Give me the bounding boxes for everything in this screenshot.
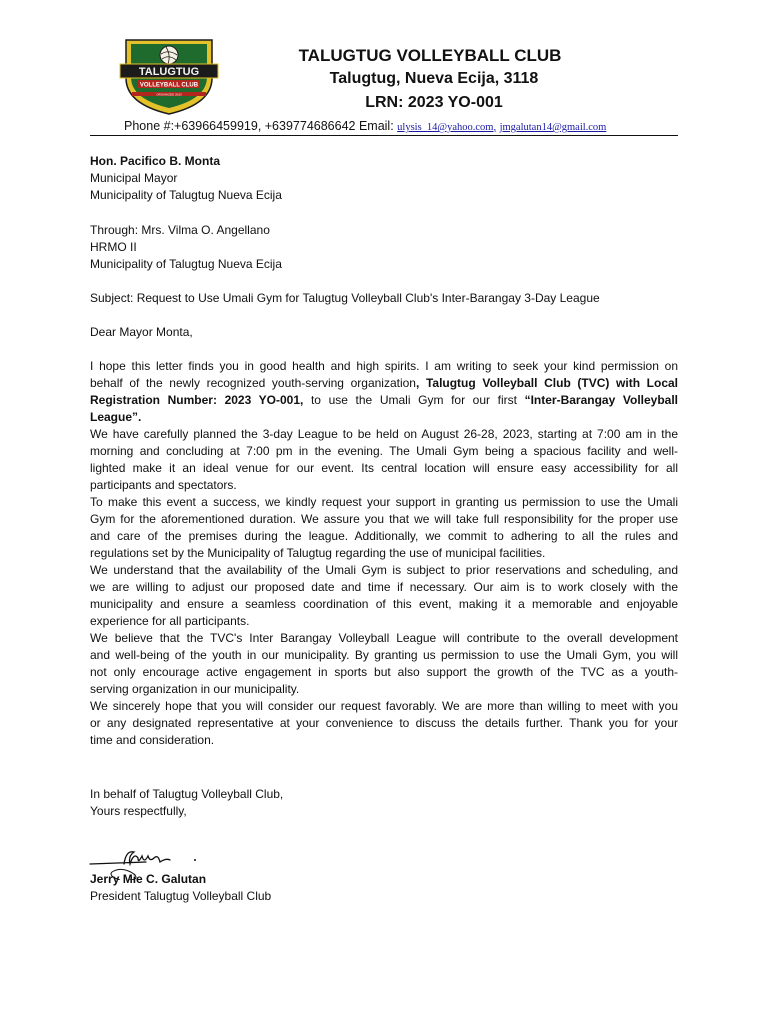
subject-line: [90, 290, 678, 307]
p5-line-2: and well-being of the youth in our municipality. By granting us permission to use the Umali Gym, you will: [90, 648, 678, 662]
p1-line-2: [90, 375, 678, 392]
p2-line-1: We have carefully planned the 3-day League to be held on August 26-28, 2023, starting at 7:00 am in the: [90, 427, 678, 441]
signatory-name: Jerry Mie C. Galutan: [90, 872, 207, 886]
paragraph-request: [90, 494, 678, 562]
signatory-block: [90, 871, 678, 905]
p3-line-3: and care of the premises during the league. Additionally, we commit to adhering to all the rules and: [90, 529, 678, 543]
p1-line-4: League”.: [90, 410, 142, 424]
p4-line-1: We understand that the availability of the Umali Gym is subject to prior reservations and scheduling, and: [90, 563, 678, 577]
club-address: Talugtug, Nueva Ecija, 3118: [329, 70, 539, 87]
p3-line-1: To make this event a success, we kindly request your support in granting us permission to use the Umali: [90, 495, 678, 509]
header-divider: [90, 135, 678, 136]
svg-text:TALUGTUG: TALUGTUG: [138, 66, 200, 78]
salutation: [90, 324, 678, 341]
paragraph-closing: [90, 698, 678, 749]
recipient-title: Municipal Mayor: [90, 171, 178, 185]
p1-line-2-bold: , Talugtug Volleyball Club (TVC) with Local: [415, 376, 678, 390]
p4-line-3: municipality and ensure a seamless coordination of this event, making it a memorable and enjoyable: [90, 597, 678, 611]
recipient-name: Hon. Pacifico B. Monta: [90, 154, 221, 168]
p1-line-3-plain: to use the Umali Gym for our first: [303, 393, 525, 407]
contact-line: [124, 119, 606, 133]
recipient-block: [90, 153, 678, 204]
signatory-title: President Talugtug Volleyball Club: [90, 889, 272, 903]
paragraph-schedule: [90, 426, 678, 494]
email-link-yahoo[interactable]: ulysis_14@yahoo.com: [397, 122, 494, 133]
p5-line-3: not only encourage active engagement in sports but also support the growth of the TVC as a youth-: [90, 665, 678, 679]
p5-line-1: We believe that the TVC's Inter Barangay Volleyball League will contribute to the overall development: [90, 631, 678, 645]
closing-block: [90, 786, 678, 820]
p3-line-4: regulations set by the Municipality of Talugtug regarding the use of municipal facilities.: [90, 546, 546, 560]
club-lrn: LRN: 2023 YO-001: [365, 94, 503, 111]
through-block: [90, 222, 678, 273]
paragraph-availability: [90, 562, 678, 630]
closing-line-1: In behalf of Talugtug Volleyball Club,: [90, 787, 284, 801]
through-title: HRMO II: [90, 240, 137, 254]
p4-line-4: experience for all participants.: [90, 614, 250, 628]
paragraph-benefits: [90, 630, 678, 698]
recipient-office: Municipality of Talugtug Nueva Ecija: [90, 188, 282, 202]
through-office: Municipality of Talugtug Nueva Ecija: [90, 257, 282, 271]
p2-line-2: morning and concluding at 7:00 pm in the evening. The Umali Gym being a spacious facility and well-: [90, 444, 678, 458]
p2-line-3: lighted make it an ideal venue for our event. Its central location will ensure easy accessibility for all: [90, 461, 678, 475]
svg-text:ORGANIZED 2023: ORGANIZED 2023: [156, 92, 182, 97]
p1-line-2-plain: behalf of the newly recognized youth-serving organization: [90, 376, 416, 390]
through-name: Through: Mrs. Vilma O. Angellano: [90, 223, 270, 237]
p1-line-3: [90, 392, 678, 409]
club-name: TALUGTUG VOLLEYBALL CLUB: [298, 46, 562, 65]
subject-text: Subject: Request to Use Umali Gym for Talugtug Volleyball Club's Inter-Barangay 3-Day League: [90, 291, 600, 305]
svg-text:VOLLEYBALL CLUB: VOLLEYBALL CLUB: [139, 82, 199, 89]
p1-line-3-bold: Registration Number: 2023 YO-001,: [90, 393, 304, 407]
email-separator: ,: [493, 122, 497, 133]
p6-line-3: time and consideration.: [90, 733, 215, 747]
closing-line-2: Yours respectfully,: [90, 804, 187, 818]
p4-line-2: we are willing to adjust our proposed date and time if necessary. Our aim is to work closely with the: [90, 580, 678, 594]
p6-line-2: or any designated representative at your convenience to discuss the details further. Thank you for your: [90, 716, 678, 730]
email-link-gmail[interactable]: jmgalutan14@gmail.com: [499, 122, 607, 133]
p2-line-4: participants and spectators.: [90, 478, 237, 492]
p3-line-2: Gym for the aforementioned duration. We assure you that we will take full responsibility for the proper use: [90, 512, 678, 526]
salutation-text: Dear Mayor Monta,: [90, 325, 193, 339]
p6-line-1: We sincerely hope that you will consider our request favorably. We are more than willing to meet with you: [90, 699, 678, 713]
phone-label: Phone #:+63966459919, +639774686642 Email:: [124, 119, 394, 133]
p1-line-3-league: “Inter-Barangay Volleyball: [524, 393, 679, 407]
paragraph-intro: [90, 358, 678, 426]
p1-line-1: I hope this letter finds you in good health and high spirits. I am writing to seek your kind permission on: [90, 359, 678, 373]
p5-line-4: serving organization in our municipality.: [90, 682, 300, 696]
